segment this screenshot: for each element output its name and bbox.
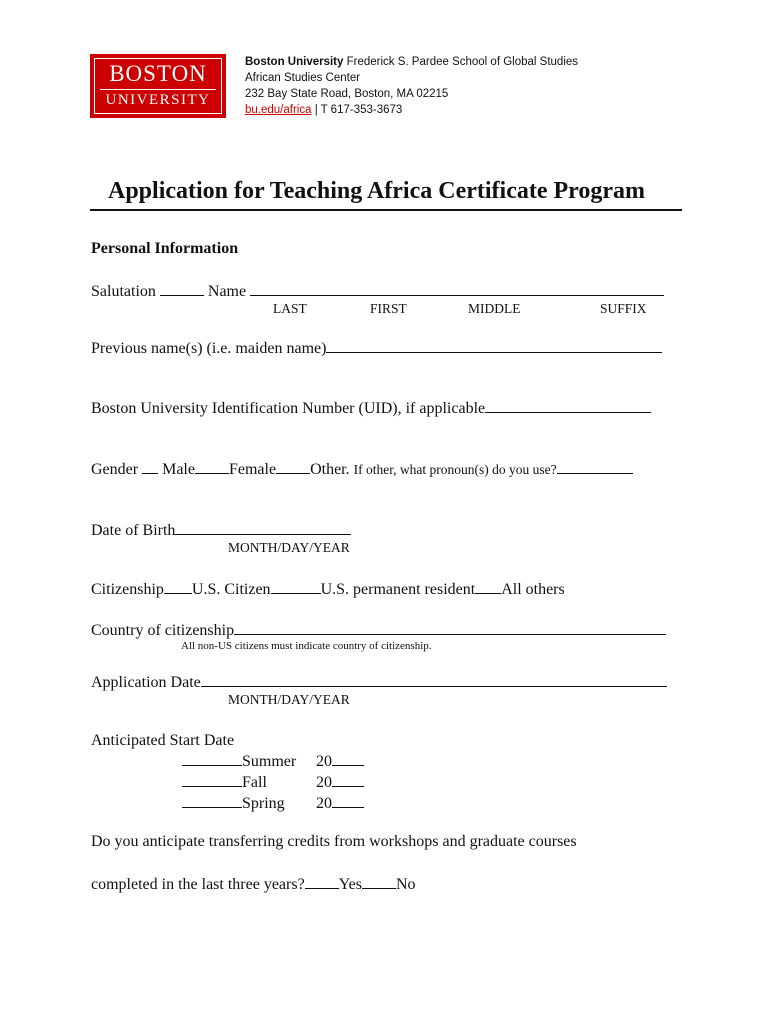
term-summer-blank[interactable] [182, 751, 242, 766]
pronoun-question: If other, what pronoun(s) do you use? [353, 462, 557, 477]
application-date-field[interactable] [201, 672, 667, 687]
uid-field[interactable] [485, 398, 651, 413]
header-website-link[interactable]: bu.edu/africa [245, 104, 312, 116]
boston-university-logo [90, 54, 226, 118]
dob-label: Date of Birth [91, 522, 176, 539]
page-title: Application for Teaching Africa Certificate Program [108, 178, 646, 204]
name-label: Name [207, 283, 247, 300]
header-org-rest: Frederick S. Pardee School of Global Studies [343, 56, 579, 68]
citizenship-label: Citizenship [91, 581, 164, 598]
application-date-row [91, 672, 667, 693]
name-field[interactable] [250, 281, 664, 296]
uid-label: Boston University Identification Number (UID), if applicable [91, 400, 486, 417]
application-date-hint: MONTH/DAY/YEAR [228, 692, 350, 707]
term-spring-blank[interactable] [182, 793, 242, 808]
name-part-last: LAST [273, 301, 307, 316]
term-fall-label: Fall [242, 774, 267, 791]
gender-other-label: Other. [310, 461, 350, 478]
transfer-question-row [91, 874, 416, 895]
term-summer-year [316, 751, 364, 772]
previous-names-row [91, 338, 662, 359]
term-fall-blank[interactable] [182, 772, 242, 787]
country-hint: All non-US citizens must indicate country of citizenship. [181, 640, 432, 652]
citizenship-row [91, 579, 565, 600]
dob-field[interactable] [175, 520, 351, 535]
country-row [91, 620, 666, 641]
start-date-label: Anticipated Start Date [91, 732, 235, 749]
name-part-first: FIRST [370, 301, 407, 316]
salutation-name-row [91, 281, 664, 302]
header-contact-line [245, 103, 402, 118]
transfer-no-blank[interactable] [362, 874, 396, 889]
term-spring-label: Spring [242, 795, 285, 812]
gender-female-blank[interactable] [195, 459, 229, 474]
name-part-suffix: SUFFIX [600, 301, 647, 316]
perm-resident-label: U.S. permanent resident [320, 581, 476, 598]
term-summer-label: Summer [242, 753, 297, 770]
term-fall-year [316, 772, 364, 793]
header-org-bold: Boston University [245, 56, 344, 68]
country-field[interactable] [234, 620, 666, 635]
name-part-middle: MIDDLE [468, 301, 521, 316]
us-citizen-blank[interactable] [164, 579, 192, 594]
title-underline [90, 209, 682, 211]
transfer-yes-blank[interactable] [305, 874, 339, 889]
us-citizen-label: U.S. Citizen [191, 581, 271, 598]
transfer-no-label: No [395, 876, 416, 893]
term-spring-row [182, 793, 285, 814]
country-label: Country of citizenship [91, 622, 235, 639]
logo-divider [100, 89, 216, 90]
all-others-blank[interactable] [475, 579, 501, 594]
term-fall-year-prefix: 20 [316, 774, 332, 791]
logo-word-boston: BOSTON [109, 61, 207, 86]
dob-row [91, 520, 351, 541]
term-spring-year [316, 793, 364, 814]
term-summer-row [182, 751, 296, 772]
previous-names-field[interactable] [326, 338, 662, 353]
term-spring-year-field[interactable] [332, 793, 364, 808]
header-center: African Studies Center [245, 72, 361, 84]
previous-names-label: Previous name(s) (i.e. maiden name) [91, 340, 327, 357]
term-fall-year-field[interactable] [332, 772, 364, 787]
all-others-label: All others [501, 581, 565, 598]
dob-hint: MONTH/DAY/YEAR [228, 540, 350, 555]
header-org-line [245, 55, 578, 70]
header-address: 232 Bay State Road, Boston, MA 02215 [245, 88, 449, 100]
gender-row [91, 459, 633, 480]
gender-label: Gender [91, 461, 139, 478]
uid-row [91, 398, 651, 419]
logo-word-university: UNIVERSITY [105, 92, 211, 108]
salutation-label: Salutation [91, 283, 156, 300]
transfer-question-line1: Do you anticipate transferring credits from workshops and graduate courses [91, 833, 577, 850]
pronoun-field[interactable] [557, 459, 633, 474]
term-spring-year-prefix: 20 [316, 795, 332, 812]
term-fall-row [182, 772, 267, 793]
transfer-yes-label: Yes [338, 876, 362, 893]
gender-female-label: Female [228, 461, 277, 478]
gender-male-blank[interactable] [142, 459, 158, 474]
term-summer-year-field[interactable] [332, 751, 364, 766]
application-date-label: Application Date [91, 674, 201, 691]
term-summer-year-prefix: 20 [316, 753, 332, 770]
perm-resident-blank[interactable] [271, 579, 321, 594]
gender-male-label: Male [162, 461, 195, 478]
transfer-question-line2: completed in the last three years? [91, 876, 305, 893]
section-heading: Personal Information [91, 240, 239, 257]
salutation-field[interactable] [160, 281, 204, 296]
gender-other-blank[interactable] [276, 459, 310, 474]
header-phone: | T 617-353-3673 [311, 104, 403, 116]
